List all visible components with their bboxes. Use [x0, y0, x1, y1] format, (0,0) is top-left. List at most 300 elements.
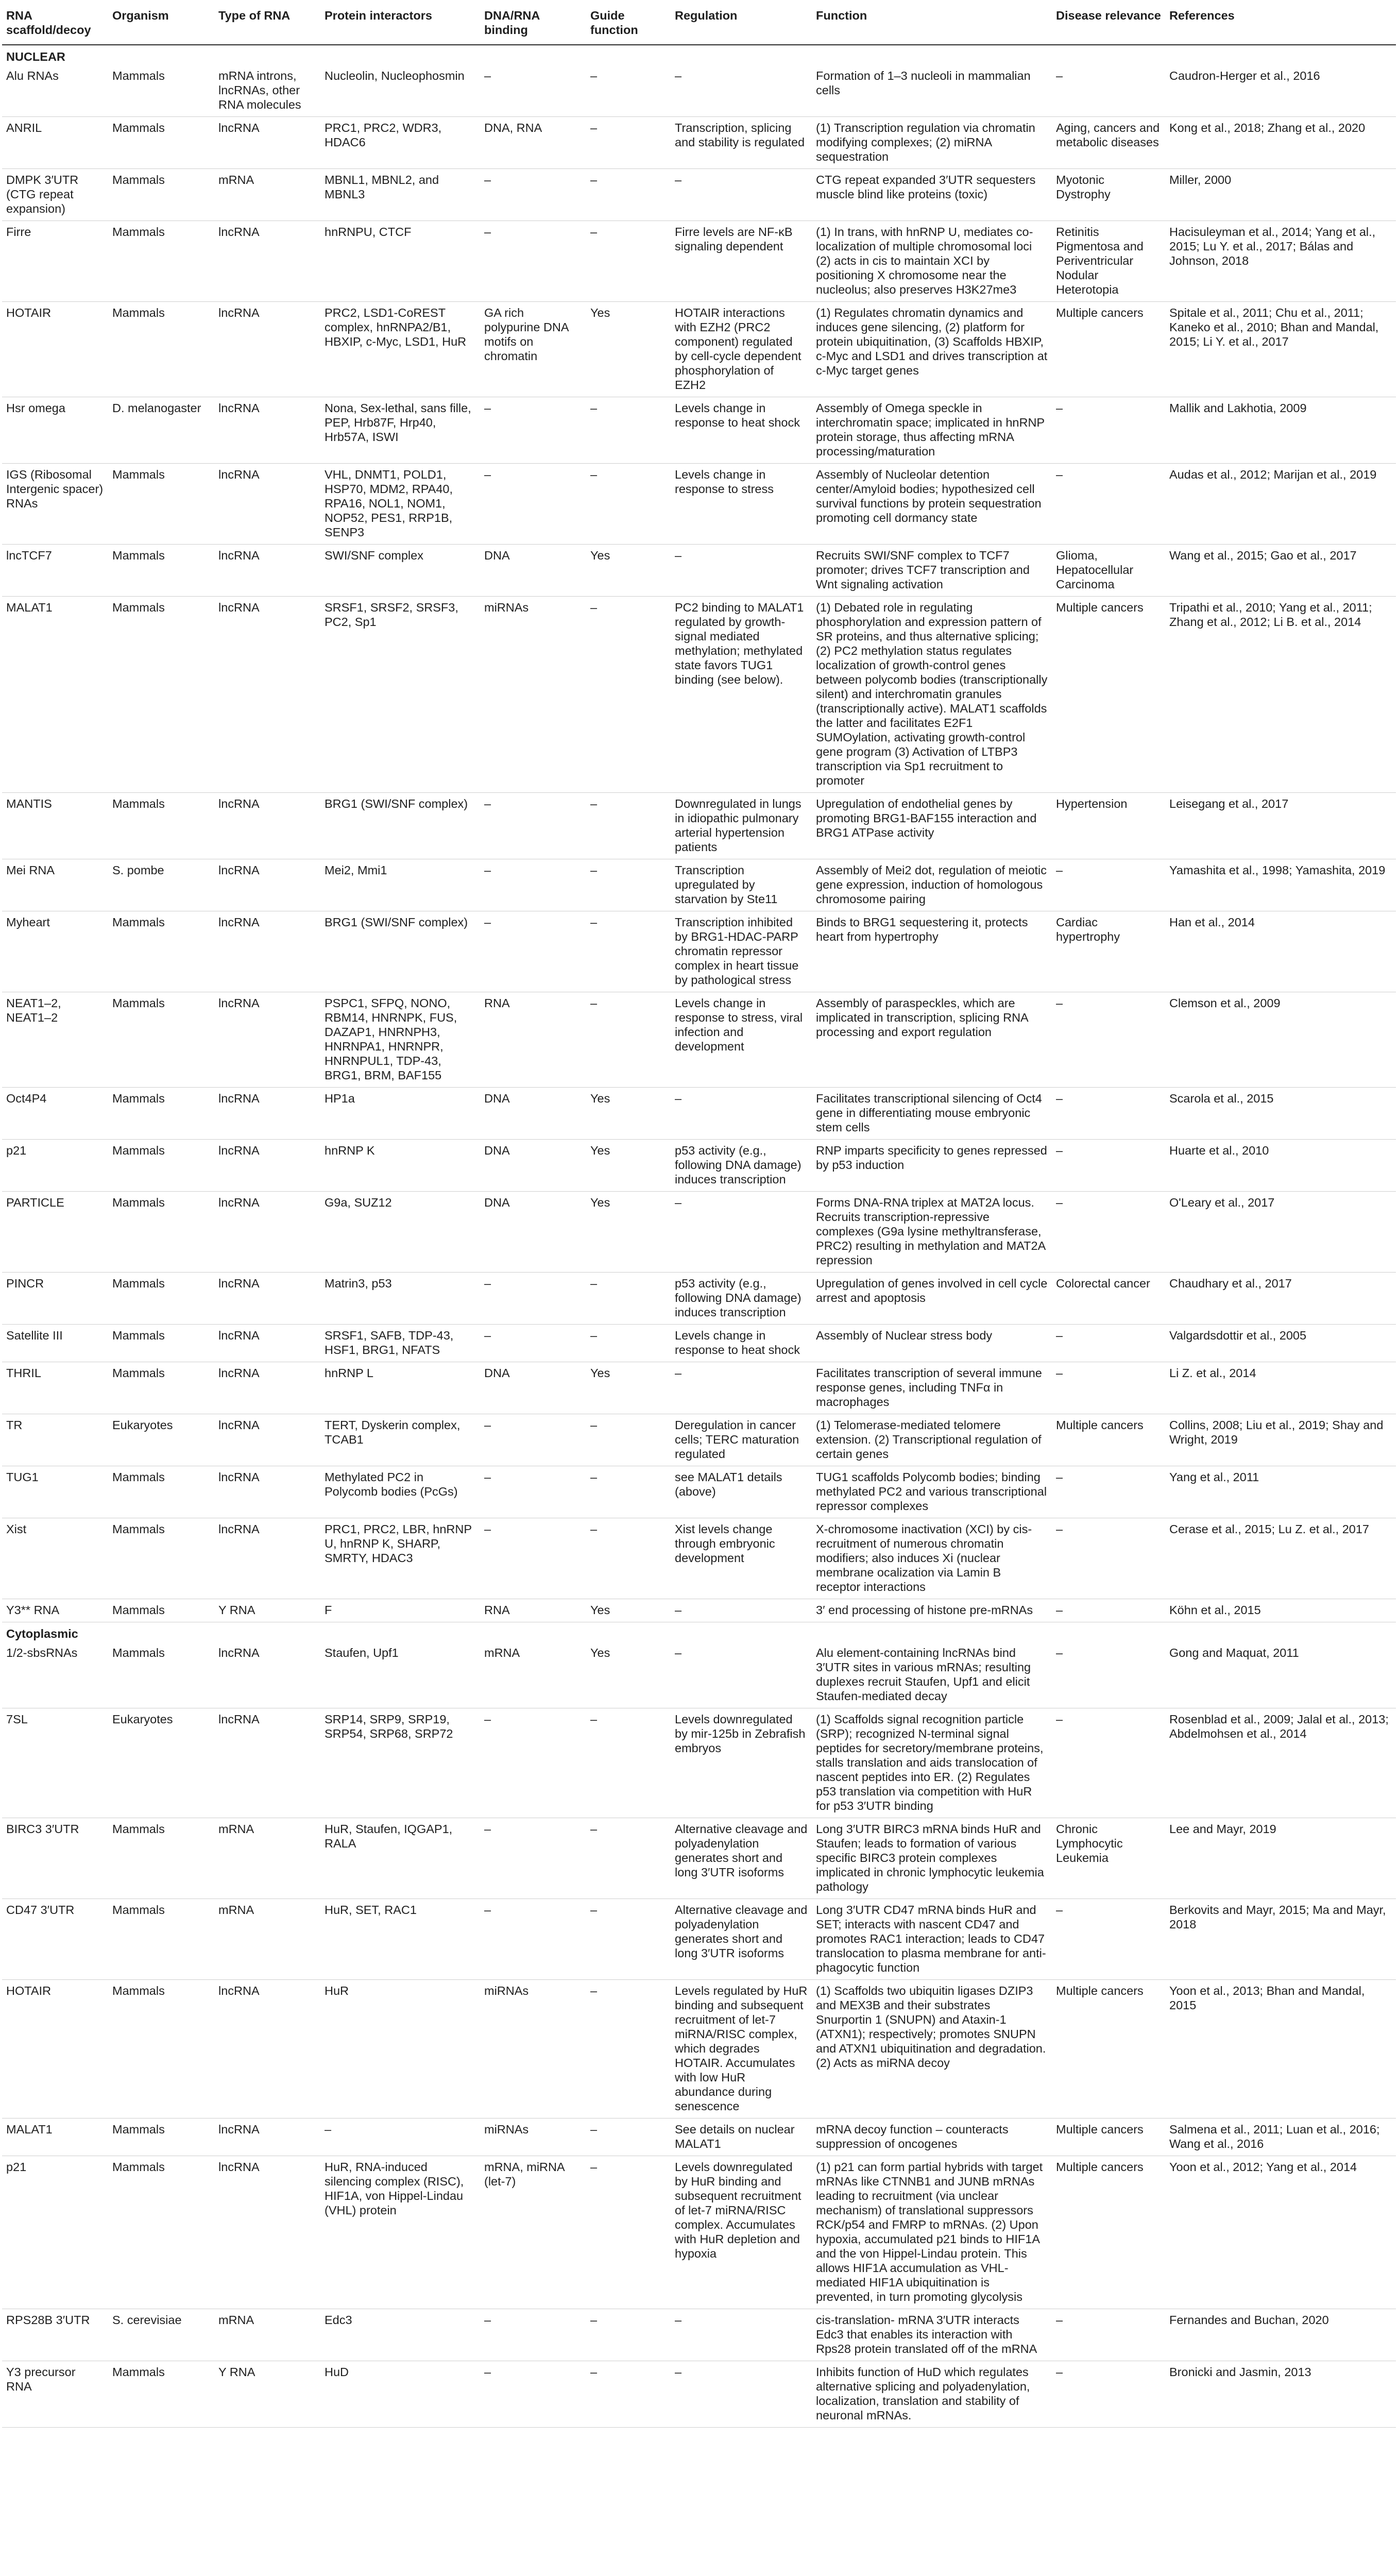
table-cell: –: [480, 2361, 586, 2428]
table-cell: –: [586, 1273, 671, 1325]
table-cell: cis-translation- mRNA 3′UTR interacts Edc3 that enables its interaction with Rps28 protein translated off of the mRNA: [812, 2309, 1052, 2361]
table-cell: lncRNA: [214, 1088, 320, 1140]
table-cell: Mammals: [108, 169, 214, 221]
table-cell: Mammals: [108, 65, 214, 117]
table-cell: (1) Regulates chromatin dynamics and induces gene silencing, (2) platform for protein ubiquitination, (3) Scaffolds HBXIP, c-Myc and LSD1 and drives transcription at c-Myc target genes: [812, 302, 1052, 397]
table-cell: (1) Transcription regulation via chromatin modifying complexes; (2) miRNA sequestration: [812, 117, 1052, 169]
table-cell: lncRNA: [214, 1362, 320, 1414]
table-cell: Collins, 2008; Liu et al., 2019; Shay and Wright, 2019: [1165, 1414, 1396, 1466]
table-cell: F: [320, 1599, 480, 1622]
table-cell: Mei2, Mmi1: [320, 859, 480, 911]
table-cell: –: [480, 793, 586, 859]
table-cell: X-chromosome inactivation (XCI) by cis-recruitment of numerous chromatin modifiers; also induces Xi (nuclear membrane ocalization via Lamin B receptor interactions: [812, 1518, 1052, 1599]
table-cell: Multiple cancers: [1052, 2119, 1165, 2156]
table-cell: –: [586, 793, 671, 859]
table-cell: S. cerevisiae: [108, 2309, 214, 2361]
table-row: [2, 793, 1396, 859]
table-cell: Köhn et al., 2015: [1165, 1599, 1396, 1622]
table-row: [2, 1708, 1396, 1818]
table-row: [2, 464, 1396, 545]
table-cell: Mammals: [108, 793, 214, 859]
table-cell: –: [1052, 397, 1165, 464]
table-cell: TR: [2, 1414, 108, 1466]
table-cell: lncRNA: [214, 1518, 320, 1599]
table-cell: TUG1: [2, 1466, 108, 1518]
table-cell: Mammals: [108, 597, 214, 793]
table-row: [2, 1273, 1396, 1325]
table-cell: hnRNP L: [320, 1362, 480, 1414]
table-cell: PRC1, PRC2, LBR, hnRNP U, hnRNP K, SHARP, SMRTY, HDAC3: [320, 1518, 480, 1599]
table-cell: Upregulation of endothelial genes by promoting BRG1-BAF155 interaction and BRG1 ATPase activity: [812, 793, 1052, 859]
table-cell: Mammals: [108, 1273, 214, 1325]
table-cell: mRNA: [214, 1899, 320, 1980]
table-row: [2, 1599, 1396, 1622]
table-cell: –: [671, 1599, 812, 1622]
table-cell: PC2 binding to MALAT1 regulated by growth-signal mediated methylation; methylated state favors TUG1 binding (see below).: [671, 597, 812, 793]
table-cell: Mammals: [108, 1325, 214, 1362]
table-cell: –: [586, 859, 671, 911]
table-cell: Glioma, Hepatocellular Carcinoma: [1052, 545, 1165, 597]
table-cell: Multiple cancers: [1052, 1414, 1165, 1466]
table-cell: RNA: [480, 1599, 586, 1622]
table-cell: Mammals: [108, 1980, 214, 2119]
column-header: Function: [812, 5, 1052, 45]
table-cell: Levels downregulated by HuR binding and subsequent recruitment of let-7 miRNA/RISC complex. Accumulates with HuR depletion and hypoxia: [671, 2156, 812, 2309]
table-cell: –: [671, 2309, 812, 2361]
table-cell: HuD: [320, 2361, 480, 2428]
table-cell: SRP14, SRP9, SRP19, SRP54, SRP68, SRP72: [320, 1708, 480, 1818]
table-cell: Mammals: [108, 1518, 214, 1599]
table-cell: Formation of 1–3 nucleoli in mammalian cells: [812, 65, 1052, 117]
table-cell: Berkovits and Mayr, 2015; Ma and Mayr, 2018: [1165, 1899, 1396, 1980]
table-cell: Mammals: [108, 1088, 214, 1140]
table-cell: –: [671, 1088, 812, 1140]
table-cell: –: [586, 221, 671, 302]
table-cell: Yes: [586, 545, 671, 597]
section-row: [2, 1622, 1396, 1642]
table-cell: SRSF1, SAFB, TDP-43, HSF1, BRG1, NFATS: [320, 1325, 480, 1362]
table-cell: –: [320, 2119, 480, 2156]
table-cell: –: [1052, 1325, 1165, 1362]
table-cell: PINCR: [2, 1273, 108, 1325]
table-cell: Mammals: [108, 1899, 214, 1980]
table-cell: DNA: [480, 1140, 586, 1192]
table-cell: BRG1 (SWI/SNF complex): [320, 911, 480, 992]
table-cell: Myheart: [2, 911, 108, 992]
table-cell: lncRNA: [214, 2156, 320, 2309]
table-cell: Mammals: [108, 1192, 214, 1273]
table-row: [2, 2309, 1396, 2361]
table-cell: Chronic Lymphocytic Leukemia: [1052, 1818, 1165, 1899]
table-cell: Yes: [586, 1088, 671, 1140]
column-header: Protein interactors: [320, 5, 480, 45]
table-cell: –: [1052, 1362, 1165, 1414]
table-cell: See details on nuclear MALAT1: [671, 2119, 812, 2156]
table-cell: –: [480, 65, 586, 117]
table-cell: Clemson et al., 2009: [1165, 992, 1396, 1088]
table-cell: TERT, Dyskerin complex, TCAB1: [320, 1414, 480, 1466]
table-row: [2, 1414, 1396, 1466]
table-cell: (1) Telomerase-mediated telomere extension. (2) Transcriptional regulation of certain genes: [812, 1414, 1052, 1466]
table-cell: –: [1052, 859, 1165, 911]
table-cell: Yes: [586, 1140, 671, 1192]
table-cell: –: [671, 1362, 812, 1414]
table-cell: Chaudhary et al., 2017: [1165, 1273, 1396, 1325]
table-cell: lncRNA: [214, 992, 320, 1088]
table-cell: –: [1052, 1599, 1165, 1622]
table-row: [2, 992, 1396, 1088]
table-cell: Cardiac hypertrophy: [1052, 911, 1165, 992]
table-cell: Mammals: [108, 545, 214, 597]
table-cell: Cerase et al., 2015; Lu Z. et al., 2017: [1165, 1518, 1396, 1599]
table-cell: Mammals: [108, 2156, 214, 2309]
table-cell: –: [1052, 65, 1165, 117]
table-cell: PARTICLE: [2, 1192, 108, 1273]
table-cell: –: [1052, 2309, 1165, 2361]
table-cell: –: [586, 2309, 671, 2361]
table-cell: Scarola et al., 2015: [1165, 1088, 1396, 1140]
table-cell: mRNA: [214, 169, 320, 221]
table-row: [2, 2361, 1396, 2428]
table-cell: Multiple cancers: [1052, 2156, 1165, 2309]
table-cell: mRNA: [214, 1818, 320, 1899]
table-row: [2, 545, 1396, 597]
table-cell: –: [1052, 1088, 1165, 1140]
table-cell: HuR: [320, 1980, 480, 2119]
table-cell: lncRNA: [214, 302, 320, 397]
table-cell: –: [671, 65, 812, 117]
table-cell: TUG1 scaffolds Polycomb bodies; binding methylated PC2 and various transcriptional repressor complexes: [812, 1466, 1052, 1518]
table-cell: DNA: [480, 545, 586, 597]
table-row: [2, 221, 1396, 302]
table-cell: ANRIL: [2, 117, 108, 169]
table-cell: D. melanogaster: [108, 397, 214, 464]
table-cell: SWI/SNF complex: [320, 545, 480, 597]
table-row: [2, 1088, 1396, 1140]
table-row: [2, 2156, 1396, 2309]
table-cell: (1) Debated role in regulating phosphorylation and expression pattern of SR proteins, and thus alternative splicing; (2) PC2 methylation status regulates localization of growth-control genes between polycomb bodies (transcriptionally silent) and interchromatin granules (transcriptionally active). MALAT1 scaffolds the latter and facilitates E2F1 SUMOylation, activating growth-control gene program (3) Activation of LTBP3 transcription via Sp1 recruitment to promoter: [812, 597, 1052, 793]
table-cell: DNA: [480, 1088, 586, 1140]
table-cell: (1) In trans, with hnRNP U, mediates co-localization of multiple chromosomal loci (2) acts in cis to maintain XCI by positioning X chromosome near the nucleolus; also preserves H3K27me3: [812, 221, 1052, 302]
table-cell: hnRNPU, CTCF: [320, 221, 480, 302]
table-cell: mRNA decoy function – counteracts suppression of oncogenes: [812, 2119, 1052, 2156]
table-cell: SRSF1, SRSF2, SRSF3, PC2, Sp1: [320, 597, 480, 793]
table-cell: Valgardsdottir et al., 2005: [1165, 1325, 1396, 1362]
table-cell: (1) Scaffolds signal recognition particle (SRP); recognized N-terminal signal peptides for secretory/membrane proteins, stalls translation and aids translocation of nascent peptides into ER. (2) Regulates p53 translation via competition with HuR for p53 3′UTR binding: [812, 1708, 1052, 1818]
header-row: [2, 5, 1396, 45]
table-cell: Li Z. et al., 2014: [1165, 1362, 1396, 1414]
table-cell: Mammals: [108, 1140, 214, 1192]
table-cell: –: [1052, 1642, 1165, 1708]
table-cell: (1) Scaffolds two ubiquitin ligases DZIP3 and MEX3B and their substrates Snurportin 1 (SNUPN) and Ataxin-1 (ATXN1); respectively; promotes SNUPN and ATXN1 ubiquitination and degradation. (2) Acts as miRNA decoy: [812, 1980, 1052, 2119]
table-cell: Xist: [2, 1518, 108, 1599]
column-header: References: [1165, 5, 1396, 45]
table-cell: Yes: [586, 1642, 671, 1708]
table-cell: Levels change in response to heat shock: [671, 1325, 812, 1362]
table-cell: Mammals: [108, 2361, 214, 2428]
table-cell: THRIL: [2, 1362, 108, 1414]
table-cell: HuR, RNA-induced silencing complex (RISC), HIF1A, von Hippel-Lindau (VHL) protein: [320, 2156, 480, 2309]
table-cell: Xist levels change through embryonic development: [671, 1518, 812, 1599]
table-cell: –: [586, 911, 671, 992]
table-cell: Transcription inhibited by BRG1-HDAC-PARP chromatin repressor complex in heart tissue by pathological stress: [671, 911, 812, 992]
table-row: [2, 1899, 1396, 1980]
table-cell: Inhibits function of HuD which regulates alternative splicing and polyadenylation, localization, translation and stability of neuronal mRNAs.: [812, 2361, 1052, 2428]
table-cell: Mammals: [108, 1362, 214, 1414]
table-cell: BRG1 (SWI/SNF complex): [320, 793, 480, 859]
table-cell: DNA: [480, 1362, 586, 1414]
table-cell: Gong and Maquat, 2011: [1165, 1642, 1396, 1708]
rna-scaffold-decoy-table: [2, 5, 1396, 2428]
table-cell: –: [586, 65, 671, 117]
table-cell: Lee and Mayr, 2019: [1165, 1818, 1396, 1899]
table-row: [2, 1192, 1396, 1273]
table-cell: –: [671, 1192, 812, 1273]
table-cell: Aging, cancers and metabolic diseases: [1052, 117, 1165, 169]
table-cell: –: [586, 1414, 671, 1466]
table-cell: MANTIS: [2, 793, 108, 859]
table-row: [2, 859, 1396, 911]
table-cell: mRNA: [480, 1642, 586, 1708]
table-cell: RNA: [480, 992, 586, 1088]
table-cell: Mammals: [108, 302, 214, 397]
table-cell: –: [480, 911, 586, 992]
table-row: [2, 597, 1396, 793]
table-cell: Firre: [2, 221, 108, 302]
table-cell: miRNAs: [480, 1980, 586, 2119]
table-cell: Nucleolin, Nucleophosmin: [320, 65, 480, 117]
table-cell: Staufen, Upf1: [320, 1642, 480, 1708]
table-cell: lncRNA: [214, 1325, 320, 1362]
table-cell: Mammals: [108, 1818, 214, 1899]
table-cell: mRNA introns, lncRNAs, other RNA molecules: [214, 65, 320, 117]
table-body: [2, 45, 1396, 2428]
table-cell: –: [586, 397, 671, 464]
table-cell: Tripathi et al., 2010; Yang et al., 2011; Zhang et al., 2012; Li B. et al., 2014: [1165, 597, 1396, 793]
table-cell: Yoon et al., 2013; Bhan and Mandal, 2015: [1165, 1980, 1396, 2119]
table-cell: O'Leary et al., 2017: [1165, 1192, 1396, 1273]
table-cell: Methylated PC2 in Polycomb bodies (PcGs): [320, 1466, 480, 1518]
table-cell: –: [480, 1518, 586, 1599]
table-cell: Assembly of Omega speckle in interchromatin space; implicated in hnRNP protein storage, thus affecting mRNA processing/maturation: [812, 397, 1052, 464]
table-cell: Y RNA: [214, 2361, 320, 2428]
table-row: [2, 1362, 1396, 1414]
table-cell: lncRNA: [214, 117, 320, 169]
table-row: [2, 397, 1396, 464]
column-header: Type of RNA: [214, 5, 320, 45]
table-cell: Levels change in response to stress, viral infection and development: [671, 992, 812, 1088]
table-cell: Eukaryotes: [108, 1414, 214, 1466]
table-cell: –: [586, 1518, 671, 1599]
table-cell: MBNL1, MBNL2, and MBNL3: [320, 169, 480, 221]
table-cell: Retinitis Pigmentosa and Periventricular Nodular Heterotopia: [1052, 221, 1165, 302]
table-cell: HOTAIR: [2, 1980, 108, 2119]
table-cell: –: [1052, 1708, 1165, 1818]
table-cell: –: [671, 545, 812, 597]
table-cell: lncRNA: [214, 597, 320, 793]
table-cell: Myotonic Dystrophy: [1052, 169, 1165, 221]
table-cell: –: [671, 1642, 812, 1708]
table-cell: –: [480, 1273, 586, 1325]
table-cell: Alu element-containing lncRNAs bind 3′UTR sites in various mRNAs; resulting duplexes recruit Staufen, Upf1 and elicit Staufen-mediated decay: [812, 1642, 1052, 1708]
table-cell: Hypertension: [1052, 793, 1165, 859]
table-cell: Wang et al., 2015; Gao et al., 2017: [1165, 545, 1396, 597]
table-cell: Recruits SWI/SNF complex to TCF7 promoter; drives TCF7 transcription and Wnt signaling activation: [812, 545, 1052, 597]
table-cell: PRC2, LSD1-CoREST complex, hnRNPA2/B1, HBXIP, c-Myc, LSD1, HuR: [320, 302, 480, 397]
table-cell: lncRNA: [214, 1642, 320, 1708]
table-cell: 1/2-sbsRNAs: [2, 1642, 108, 1708]
table-cell: –: [1052, 1518, 1165, 1599]
table-cell: Mammals: [108, 1599, 214, 1622]
table-cell: lncRNA: [214, 1273, 320, 1325]
table-cell: Multiple cancers: [1052, 1980, 1165, 2119]
table-cell: lncRNA: [214, 911, 320, 992]
table-cell: Downregulated in lungs in idiopathic pulmonary arterial hypertension patients: [671, 793, 812, 859]
table-cell: –: [586, 464, 671, 545]
table-cell: Mammals: [108, 117, 214, 169]
table-cell: HP1a: [320, 1088, 480, 1140]
table-cell: –: [586, 169, 671, 221]
table-cell: lncRNA: [214, 1414, 320, 1466]
table-cell: MALAT1: [2, 597, 108, 793]
table-row: [2, 1140, 1396, 1192]
table-cell: miRNAs: [480, 2119, 586, 2156]
table-cell: Satellite III: [2, 1325, 108, 1362]
table-cell: GA rich polypurine DNA motifs on chromatin: [480, 302, 586, 397]
table-row: [2, 1325, 1396, 1362]
table-cell: –: [480, 397, 586, 464]
table-cell: Levels change in response to stress: [671, 464, 812, 545]
table-cell: Yang et al., 2011: [1165, 1466, 1396, 1518]
table-cell: Y3 precursor RNA: [2, 2361, 108, 2428]
table-cell: Y3** RNA: [2, 1599, 108, 1622]
table-cell: –: [480, 1325, 586, 1362]
table-cell: HuR, Staufen, IQGAP1, RALA: [320, 1818, 480, 1899]
table-cell: Edc3: [320, 2309, 480, 2361]
table-cell: HOTAIR interactions with EZH2 (PRC2 component) regulated by cell-cycle dependent phosphorylation of EZH2: [671, 302, 812, 397]
table-cell: IGS (Ribosomal Intergenic spacer) RNAs: [2, 464, 108, 545]
table-row: [2, 117, 1396, 169]
table-cell: S. pombe: [108, 859, 214, 911]
table-cell: Mammals: [108, 992, 214, 1088]
table-cell: –: [586, 1325, 671, 1362]
table-cell: Levels regulated by HuR binding and subsequent recruitment of let-7 miRNA/RISC complex, which degrades HOTAIR. Accumulates with low HuR abundance during senescence: [671, 1980, 812, 2119]
table-cell: Eukaryotes: [108, 1708, 214, 1818]
table-cell: Audas et al., 2012; Marijan et al., 2019: [1165, 464, 1396, 545]
table-cell: Alternative cleavage and polyadenylation generates short and long 3′UTR isoforms: [671, 1899, 812, 1980]
table-cell: –: [1052, 1192, 1165, 1273]
table-cell: DNA, RNA: [480, 117, 586, 169]
table-cell: Mammals: [108, 1642, 214, 1708]
table-cell: Deregulation in cancer cells; TERC maturation regulated: [671, 1414, 812, 1466]
table-cell: Binds to BRG1 sequestering it, protects heart from hypertrophy: [812, 911, 1052, 992]
table-row: [2, 1980, 1396, 2119]
table-cell: p53 activity (e.g., following DNA damage) induces transcription: [671, 1273, 812, 1325]
table-cell: –: [586, 117, 671, 169]
column-header: DNA/RNA binding: [480, 5, 586, 45]
table-cell: –: [480, 221, 586, 302]
table-cell: lncRNA: [214, 1980, 320, 2119]
table-cell: lncTCF7: [2, 545, 108, 597]
table-cell: Levels downregulated by mir-125b in Zebrafish embryos: [671, 1708, 812, 1818]
table-row: [2, 911, 1396, 992]
column-header: Disease relevance: [1052, 5, 1165, 45]
table-cell: lncRNA: [214, 2119, 320, 2156]
table-cell: Transcription upregulated by starvation by Ste11: [671, 859, 812, 911]
table-cell: mRNA: [214, 2309, 320, 2361]
table-cell: Forms DNA-RNA triplex at MAT2A locus. Recruits transcription-repressive complexes (G9a lysine methyltransferase, PRC2) resulting in methylation and MAT2A repression: [812, 1192, 1052, 1273]
table-cell: –: [586, 1818, 671, 1899]
table-cell: HuR, SET, RAC1: [320, 1899, 480, 1980]
table-cell: Multiple cancers: [1052, 302, 1165, 397]
table-cell: Assembly of Nucleolar detention center/Amyloid bodies; hypothesized cell survival functions by protein sequestration promoting cell dormancy state: [812, 464, 1052, 545]
table-cell: G9a, SUZ12: [320, 1192, 480, 1273]
table-cell: lncRNA: [214, 859, 320, 911]
table-cell: –: [1052, 992, 1165, 1088]
table-cell: Y RNA: [214, 1599, 320, 1622]
table-cell: lncRNA: [214, 464, 320, 545]
table-cell: Assembly of paraspeckles, which are implicated in transcription, splicing RNA processing and export regulation: [812, 992, 1052, 1088]
table-cell: lncRNA: [214, 1708, 320, 1818]
table-cell: Alternative cleavage and polyadenylation generates short and long 3′UTR isoforms: [671, 1818, 812, 1899]
table-cell: mRNA, miRNA (let-7): [480, 2156, 586, 2309]
table-cell: Mammals: [108, 911, 214, 992]
table-cell: –: [480, 1818, 586, 1899]
table-cell: –: [586, 992, 671, 1088]
table-cell: Fernandes and Buchan, 2020: [1165, 2309, 1396, 2361]
table-cell: Kong et al., 2018; Zhang et al., 2020: [1165, 117, 1396, 169]
table-cell: –: [480, 1466, 586, 1518]
table-cell: –: [586, 1708, 671, 1818]
table-cell: –: [586, 2361, 671, 2428]
table-header: [2, 5, 1396, 45]
table-cell: –: [480, 1899, 586, 1980]
column-header: Guide function: [586, 5, 671, 45]
table-cell: Caudron-Herger et al., 2016: [1165, 65, 1396, 117]
table-cell: Mallik and Lakhotia, 2009: [1165, 397, 1396, 464]
table-cell: Long 3′UTR BIRC3 mRNA binds HuR and Staufen; leads to formation of various specific BIRC3 protein complexes implicated in chronic lymphocytic leukemia pathology: [812, 1818, 1052, 1899]
table-cell: Upregulation of genes involved in cell cycle arrest and apoptosis: [812, 1273, 1052, 1325]
table-cell: Long 3′UTR CD47 mRNA binds HuR and SET; interacts with nascent CD47 and promotes RAC1 interaction; leads to CD47 translocation to plasma membrane for anti-phagocytic function: [812, 1899, 1052, 1980]
table-cell: Han et al., 2014: [1165, 911, 1396, 992]
table-cell: Hsr omega: [2, 397, 108, 464]
table-cell: RPS28B 3′UTR: [2, 2309, 108, 2361]
table-cell: lncRNA: [214, 221, 320, 302]
table-cell: Oct4P4: [2, 1088, 108, 1140]
column-header: Organism: [108, 5, 214, 45]
table-cell: PRC1, PRC2, WDR3, HDAC6: [320, 117, 480, 169]
table-cell: Assembly of Nuclear stress body: [812, 1325, 1052, 1362]
table-cell: –: [1052, 1140, 1165, 1192]
table-row: [2, 1818, 1396, 1899]
table-cell: lncRNA: [214, 1140, 320, 1192]
table-cell: Yamashita et al., 1998; Yamashita, 2019: [1165, 859, 1396, 911]
table-cell: Yoon et al., 2012; Yang et al., 2014: [1165, 2156, 1396, 2309]
table-cell: Nona, Sex-lethal, sans fille, PEP, Hrb87F, Hrp40, Hrb57A, ISWI: [320, 397, 480, 464]
table-cell: hnRNP K: [320, 1140, 480, 1192]
table-cell: –: [480, 464, 586, 545]
table-cell: Mammals: [108, 2119, 214, 2156]
table-cell: –: [480, 2309, 586, 2361]
table-cell: lncRNA: [214, 1466, 320, 1518]
table-cell: lncRNA: [214, 1192, 320, 1273]
section-title: NUCLEAR: [6, 50, 65, 63]
table-cell: Yes: [586, 302, 671, 397]
table-cell: VHL, DNMT1, POLD1, HSP70, MDM2, RPA40, RPA16, NOL1, NOM1, NOP52, PES1, RRP1B, SENP3: [320, 464, 480, 545]
table-cell: RNP imparts specificity to genes repressed by p53 induction: [812, 1140, 1052, 1192]
table-cell: Mammals: [108, 1466, 214, 1518]
table-cell: Spitale et al., 2011; Chu et al., 2011; Kaneko et al., 2010; Bhan and Mandal, 2015; Li Y. et al., 2017: [1165, 302, 1396, 397]
